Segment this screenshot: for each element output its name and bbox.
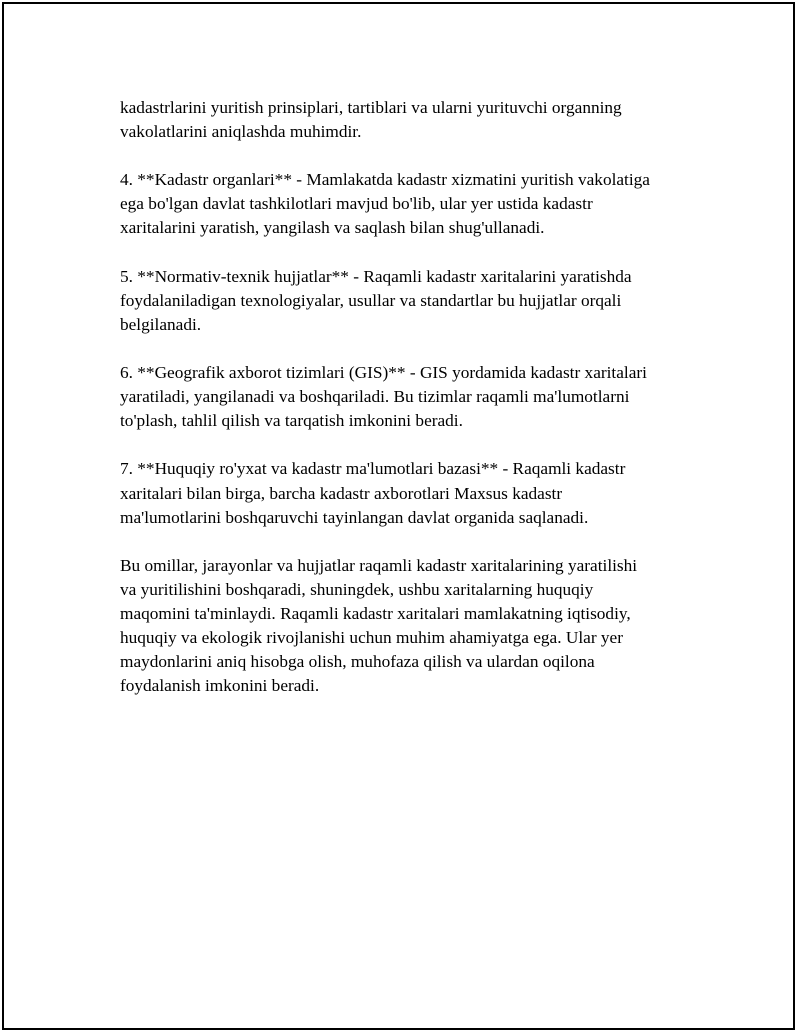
paragraph-continuation: kadastrlarini yuritish prinsiplari, tartiblari va ularni yurituvchi organning vakolatlarini aniqlashda muhimdir. — [120, 98, 622, 142]
paragraph-item-5-normativ-texnik-hujjatlar: 5. **Normativ-texnik hujjatlar** - Raqamli kadastr xaritalarini yaratishda foydalaniladigan texnologiyalar, usullar va standartlar bu hujjatlar orqali belgilanadi. — [120, 266, 632, 334]
paragraph-item-6-gis: 6. **Geografik axborot tizimlari (GIS)** - GIS yordamida kadastr xaritalari yaratiladi, yangilanadi va boshqariladi. Bu tizimlar raqamli ma'lumotlarni to'plash, tahlil qilish va tarqatish imkonini beradi. — [120, 363, 647, 431]
page-body — [120, 96, 700, 698]
paragraph-conclusion: Bu omillar, jarayonlar va hujjatlar raqamli kadastr xaritalarining yaratilishi va yuritilishini boshqaradi, shuningdek, ushbu xaritalarning huquqiy maqomini ta'minlaydi. Raqamli kadastr xaritalari mamlakatning iqtisodiy, huquqiy va ekologik rivojlanishi uchun muhim ahamiyatga ega. Ular yer maydonlarini aniq hisobga olish, muhofaza qilish va ulardan oqilona foydalanish imkonini beradi. — [120, 555, 638, 696]
paragraph-item-7-huquqiy-royxat: 7. **Huquqiy ro'yxat va kadastr ma'lumotlari bazasi** - Raqamli kadastr xaritalari bilan birga, barcha kadastr axborotlari Maxsus kadastr ma'lumotlarini boshqaruvchi tayinlangan davlat organida saqlanadi. — [120, 459, 626, 527]
paragraph-item-4-kadastr-organlari: 4. **Kadastr organlari** - Mamlakatda kadastr xizmatini yuritish vakolatiga ega bo'lgan davlat tashkilotlari mavjud bo'lib, ular yer ustida kadastr xaritalarini yaratish, yangilash va saqlash bilan shug'ullanadi. — [120, 170, 650, 238]
page-frame — [2, 2, 795, 1030]
